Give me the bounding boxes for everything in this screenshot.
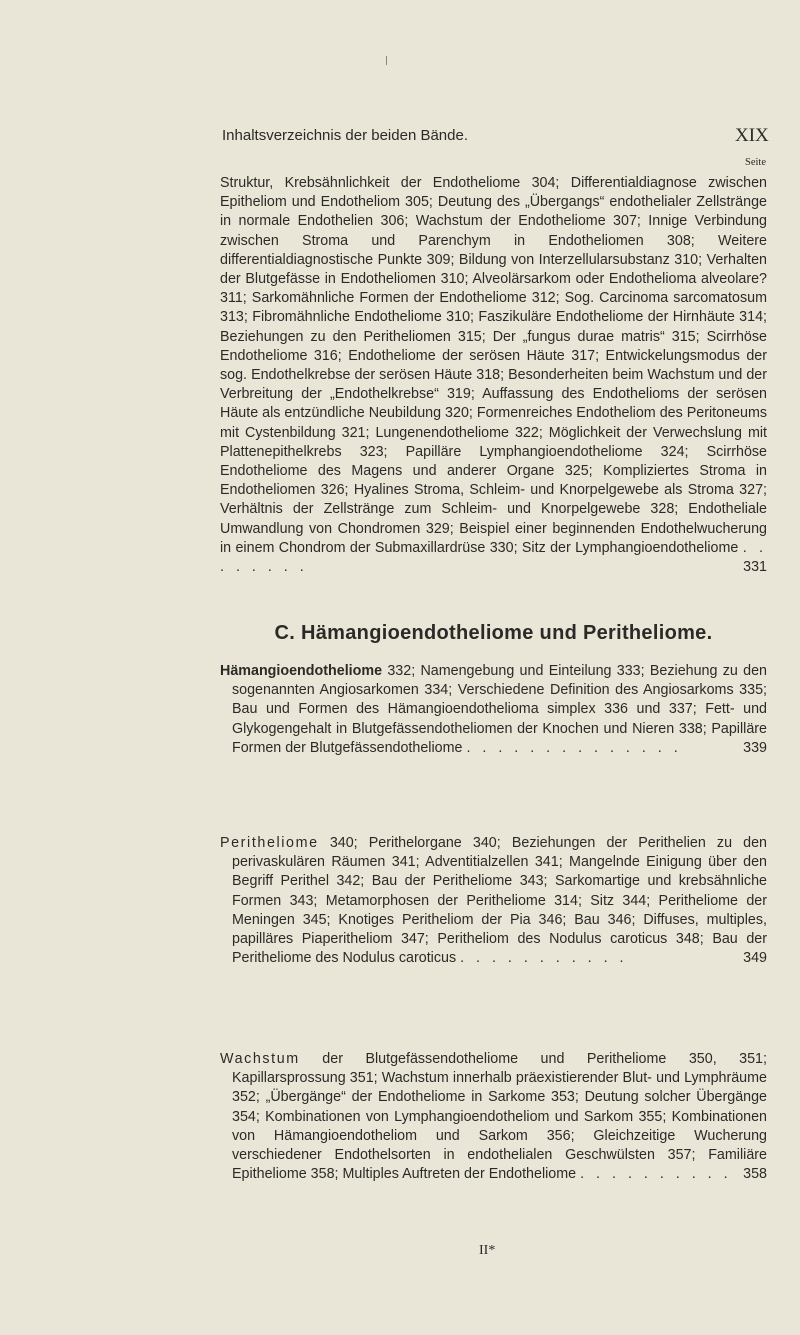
seite-label: Seite xyxy=(745,157,766,168)
toc-entry-lead: Peritheliome xyxy=(220,835,319,851)
running-title: Inhaltsverzeichnis der beiden Bände. xyxy=(222,127,468,144)
toc-entry-wachstum xyxy=(220,1050,767,1184)
toc-entry-text: der Blutgefässendotheliome und Peritheliome 350, 351; Kapillarsprossung 351; Wachstum innerhalb präexistierender Blut- und Lymphräume 352; „Übergänge“ der Endotheliome in Sarkome 353; Deutung solcher Übergänge 354; Kombinationen von Lymphangioendotheliom und Sarkom 355; Kombinationen von Hämangioendotheliom und Sarkom 356; Gleichzeitige Wucherung verschiedener Endothelsorten in endothelialen Geschwülsten 357; Familiäre Epitheliome 358; Multiples Auftreten der Endotheliome xyxy=(232,1051,767,1183)
toc-entry-haemangioendotheliome xyxy=(220,662,767,758)
toc-entry-text: 340; Perithelorgane 340; Beziehungen der Perithelien zu den perivaskulären Räumen 341; Adventitialzellen 341; Mangelnde Einigung über den Begriff Perithel 342; Bau der Peritheliome 343; Sarkomartige und krebsähnliche Formen 343; Metamorphosen der Peritheliome 314; Sitz 344; Peritheliome der Meningen 345; Knotiges Peritheliom der Pia 346; Bau 346; Diffuses, multiples, papilläres Piaperitheliom 347; Peritheliom des Nodulus caroticus 348; Bau der Peritheliome des Nodulus caroticus xyxy=(232,835,767,967)
toc-entry-lead: Hämangioendotheliome xyxy=(220,663,383,679)
toc-page-number: 339 xyxy=(743,739,767,756)
leader-dots: . . . . . . . . . . xyxy=(580,1166,732,1183)
roman-page-number: XIX xyxy=(735,125,769,146)
toc-entry-text: Struktur, Krebsähnlichkeit der Endotheliome 304; Differentialdiagnose zwischen Epitheliom und Endotheliom 305; Deutung des „Übergangs“ endothelialer Zellstränge in normale Endothelien 306; Wachstum der Endotheliome 307; Innige Verbindung zwischen Stroma und Parenchym in Endotheliomen 308; Weitere differentialdiagnostische Punkte 309; Bildung von Interzellularsubstanz 310; Verhalten der Blutgefässe in Endotheliomen 310; Alveolärsarkom oder Endothelioma alveolare? 311; Sarkomähnliche Formen der Endotheliome 312; Sog. Carcinoma sarcomatosum 313; Fibromähnliche Endotheliome 310; Faszikuläre Endotheliome der Hirnhäute 314; Beziehungen zu den Peritheliomen 315; Der „fungus durae matris“ 315; Scirrhöse Endotheliome 316; Endotheliome der serösen Häute 317; Entwickelungsmodus der sog. Endothelkrebse der serösen Häute 318; Besonderheiten beim Wachstum und der Verbreitung der „Endothelkrebse“ 319; Auffassung des Endothelioms der serösen Häute als entzündliche Neubildung 320; Formenreiches Endotheliom des Peritoneums mit Cystenbildung 321; Lungenendotheliome 322; Möglichkeit der Verwechslung mit Plattenepithelkrebs 323; Papilläre Lymphangioendotheliome 324; Scirrhöse Endotheliome des Magens und anderer Organe 325; Kompliziertes Stroma in Endotheliomen 326; Hyalines Stroma, Schleim- und Knorpelgewebe als Stroma 327; Verhältnis der Zellstränge zum Schleim- und Knorpelgewebe 328; Endotheliale Umwandlung von Chondromen 329; Beispiel einer beginnenden Endothelwucherung in einem Chondrom der Submaxillardrüse 330; Sitz der Lymphangioendotheliome xyxy=(220,175,767,556)
toc-page-number: 331 xyxy=(743,559,767,576)
signature-mark: II* xyxy=(479,1243,496,1258)
page-header xyxy=(0,127,800,147)
toc-page-number: 349 xyxy=(743,950,767,967)
toc-entry-b-continued xyxy=(220,174,767,577)
scan-mark xyxy=(386,56,387,65)
toc-entry-lead: Wachstum xyxy=(220,1051,300,1067)
section-heading: C. Hämangioendotheliome und Peritheliome. xyxy=(274,622,713,644)
toc-entry-text: 332; Namengebung und Einteilung 333; Beziehung zu den sogenannten Angiosarkomen 334; Verschiedene Definition des Angiosarkoms 335; Bau und Formen des Hämangioendothelioma simplex 336 und 337; Fett- und Glykogengehalt in Blutgefässendotheliomen der Knochen und Nieren 338; Papilläre Formen der Blutgefässendotheliome xyxy=(232,663,767,756)
toc-entry-peritheliome xyxy=(220,834,767,968)
leader-dots: . . . . . . . . . . . . . . xyxy=(466,739,682,756)
leader-dots: . . . . . . . . . . . xyxy=(460,950,628,967)
toc-page-number: 358 xyxy=(743,1166,767,1183)
leader-dots: . . . . . . . . xyxy=(220,539,767,576)
